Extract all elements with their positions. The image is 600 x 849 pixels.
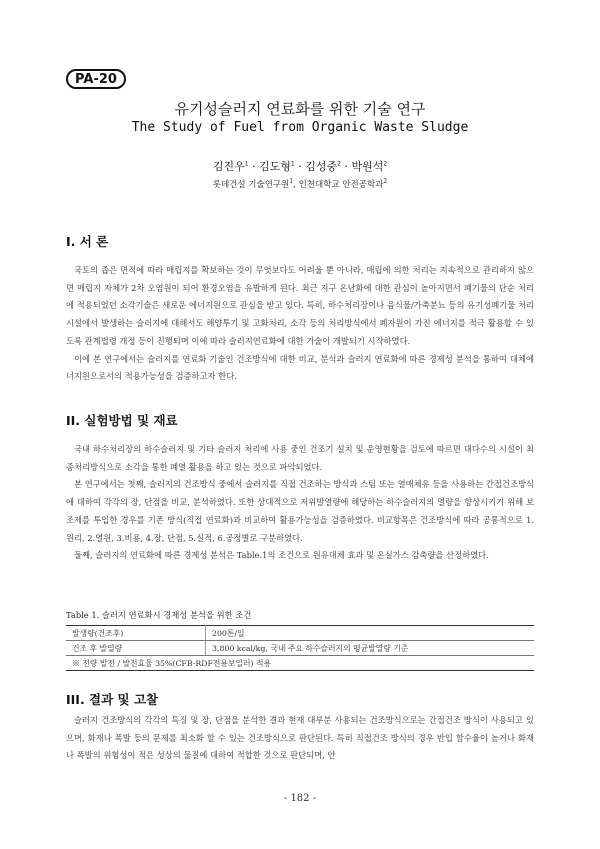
table-cell-label: 건조 후 발열량 bbox=[66, 641, 206, 656]
section-heading-intro: I. 서 론 bbox=[66, 234, 109, 249]
table-caption: Table 1. 슬러지 연료화시 경제성 분석을 위한 조건 bbox=[66, 610, 252, 620]
table-cell-label: 발생량(건조후) bbox=[66, 626, 206, 641]
table-cell-value: 200톤/일 bbox=[206, 626, 535, 641]
table-row bbox=[66, 641, 534, 656]
section-heading-results: III. 결과 및 고찰 bbox=[66, 692, 159, 707]
table-row bbox=[66, 626, 534, 641]
page-number: - 182 - bbox=[283, 793, 317, 804]
title-english: The Study of Fuel from Organic Waste Sludge bbox=[131, 120, 469, 135]
paragraph: 국토의 좁은 면적에 따라 매립지를 확보하는 것이 무엇보다도 어려울 뿐 아니라, 매립에 의한 처리는 지속적으로 관리하지 않으면 매립지 자체가 2차 오염원이 되어 환경오염을 유발하게 된다. 최근 지구 온난화에 대한 관심이 높아지면서 폐기물의 단순 처리에 적용되었던 소각기술은 새로운 에너지원으로 관심을 받고 있다. 특히, 하수처리장이나 음식물/가축분뇨 등의 유기성폐기물 처리시설에서 발생하는 슬러지에 대해서도 해양투기 및 고화처리, 소각 등의 처리방식에서 폐자원이 가진 에너지를 적극 활용할 수 있도록 관계법령 개정 등이 진행되며 이에 따라 슬러지연료화에 대한 기술이 개발되기 시작하였다. bbox=[66, 265, 534, 346]
paragraph: 국내 하수처리장의 하수슬러지 및 기타 슬러지 처리에 사용 중인 건조기 설치 및 운영현황을 검토에 따르면 대다수의 시설이 최종처리방식으로 소각을 통한 폐열 활용을 하고 있는 것으로 파악되었다. bbox=[66, 444, 534, 472]
paragraph: 둘째, 슬러지의 연료화에 따른 경제성 분석은 Table.1의 조건으로 원유대체 효과 및 온실가스 감축량을 산정하였다. bbox=[74, 550, 489, 561]
affiliation-list bbox=[0, 178, 600, 190]
author: 김진우$^1$ · bbox=[212, 160, 260, 173]
author-list bbox=[0, 158, 600, 174]
affiliation: 인천대학교 안전공학과$^2$ bbox=[298, 178, 388, 190]
methods-body bbox=[66, 441, 534, 565]
paragraph: 본 연구에서는 첫째, 슬러지의 건조방식 중에서 슬러지를 직접 건조하는 방식과 스팀 또는 열매체유 등을 사용하는 간접건조방식에 대하여 각각의 장, 단점을 비교, 분석하였다. 또한 상대적으로 저위발열량에 해당하는 하수슬러지의 열량을 향상시키기 위해 보조제를 투입한 경우를 기존 방식(직접 연료화)과 비교하여 활용가능성을 검증하였다. 비교항목은 건조방식에 따라 공통적으로 1.원리, 2.열원, 3.비용, 4.장, 단점, 5.실적, 6.공정별로 구분하였다. bbox=[66, 479, 534, 543]
paragraph: 이에 본 연구에서는 슬러지를 연료화 기술인 건조방식에 대한 비교, 분석과 슬러지 연료화에 따른 경제성 분석을 통하여 대체에너지원으로서의 적용가능성을 검증하고자 한다. bbox=[66, 353, 534, 382]
author: 김도형$^1$ · bbox=[259, 160, 306, 173]
table-cell-value: 3,800 kcal/kg, 국내 주요 하수슬러지의 평균발열량 기준 bbox=[206, 641, 535, 656]
section-heading-methods: II. 실험방법 및 재료 bbox=[66, 413, 178, 428]
results-body bbox=[66, 712, 534, 765]
table-note: ※ 전량 발전 / 발전효율 35%(CFB-RDF전용보일러) 적용 bbox=[66, 656, 534, 671]
conditions-table bbox=[66, 625, 534, 671]
author: 박원석$^2$ bbox=[351, 160, 388, 173]
author: 김성중$^2$ · bbox=[305, 160, 352, 173]
title-korean: 유기성슬러지 연료화를 위한 기술 연구 bbox=[174, 100, 426, 118]
table-note-row bbox=[66, 656, 534, 671]
affiliation: 롯데건설 기술연구원$^1$, bbox=[212, 178, 299, 190]
intro-body bbox=[66, 262, 534, 386]
paragraph: 슬러지 건조방식의 각각의 특징 및 장, 단점을 분석한 결과 현재 대부분 사용되는 건조방식으로는 간접건조 방식이 사용되고 있으며, 화재나 폭발 등의 문제를 최소화 할 수 있는 건조방식으로 판단된다. 특히 직접건조 방식의 경우 반입 함수율이 높거나 화재나 폭발의 위험성이 적은 성상의 물질에 대하여 적합한 것으로 판단되며, 안 bbox=[66, 715, 534, 761]
session-tag: PA-20 bbox=[66, 69, 126, 89]
